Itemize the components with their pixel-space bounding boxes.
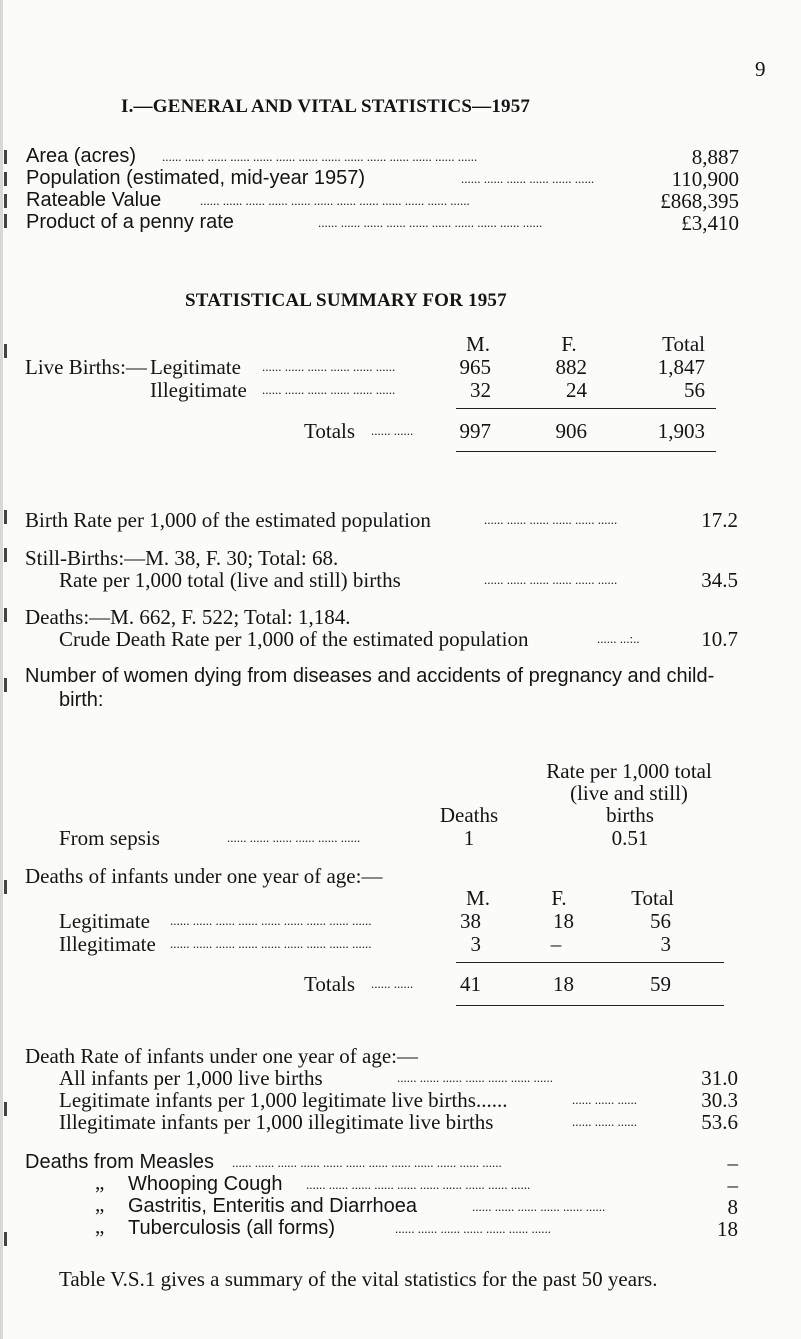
- general-row-value: 110,900: [671, 167, 739, 191]
- cell-total: 1,847: [657, 355, 705, 379]
- margin-mark: [4, 678, 7, 692]
- sepsis-label: From sepsis: [59, 826, 160, 850]
- birth-rate-label: Birth Rate per 1,000 of the estimated population: [25, 508, 431, 532]
- general-row-value: £868,395: [660, 189, 739, 213]
- rate-row-label: All infants per 1,000 live births: [59, 1066, 323, 1090]
- header-total: Total: [631, 886, 674, 910]
- margin-mark: [4, 172, 7, 186]
- cell-m: 965: [459, 355, 491, 379]
- leader-dots: ...... ...... ......: [572, 1092, 637, 1107]
- margin-mark: [4, 194, 7, 208]
- margin-mark: [4, 214, 7, 228]
- cell-total: 56: [650, 909, 671, 933]
- maternal-line: Number of women dying from diseases and accidents of pregnancy and child-: [25, 665, 715, 687]
- general-row-label: Population (estimated, mid-year 1957): [26, 167, 366, 189]
- leader-dots: ...... ...... ...... ...... ...... ...... ...... ...... ......: [170, 936, 372, 951]
- leader-dots: ...... ......: [371, 423, 414, 438]
- births-header: births: [606, 803, 654, 827]
- rate-header: Rate per 1,000 total: [546, 759, 712, 783]
- leader-dots: ...... ...... ...... ...... ...... ......: [461, 171, 595, 186]
- rate-row-value: 30.3: [701, 1088, 738, 1112]
- cause-value: 8: [727, 1195, 738, 1219]
- page-edge: [0, 0, 3, 1339]
- margin-mark: [4, 150, 7, 164]
- rate-row-label: Illegitimate infants per 1,000 illegitimate live births: [59, 1110, 494, 1134]
- leader-dots: ...... ...... ...... ...... ...... ......: [227, 830, 361, 845]
- header-f: F.: [561, 332, 577, 356]
- leader-dots: ...... ...... ...... ...... ...... ...... ...... ...... ...... ......: [306, 1177, 531, 1192]
- cell-total: 56: [684, 378, 705, 402]
- leader-dots: ...... ...... ...... ...... ...... ......: [262, 359, 396, 374]
- totals-label: Totals: [304, 972, 356, 996]
- leader-dots: ...... ...... ...... ...... ...... ...... ...... ...... ...... ...... ...... ......: [232, 1155, 502, 1170]
- cell-m: 997: [459, 419, 491, 443]
- totals-label: Totals: [304, 419, 356, 443]
- margin-mark: [4, 1102, 7, 1116]
- header-m: M.: [466, 886, 490, 910]
- section-title: I.—GENERAL AND VITAL STATISTICS—1957: [121, 96, 531, 117]
- row-label-legitimate: Legitimate: [59, 909, 150, 933]
- leader-dots: ...... ...... ...... ...... ...... ...... ......: [395, 1221, 551, 1236]
- row-label-illegitimate: Illegitimate: [150, 378, 247, 402]
- rate-header: (live and still): [570, 781, 688, 805]
- maternal-line-cont: birth:: [59, 689, 104, 711]
- ditto-mark: „: [95, 1214, 105, 1238]
- leader-dots: ...... ...... ...... ...... ...... ...... ...... ...... ...... ...... ...... ...... ...... ......: [162, 149, 478, 164]
- general-row-value: £3,410: [681, 211, 739, 235]
- margin-mark: [4, 608, 7, 622]
- leader-dots: ...... ...... ...... ...... ...... ......: [484, 512, 618, 527]
- cell-f: 18: [553, 909, 574, 933]
- summary-title: STATISTICAL SUMMARY FOR 1957: [185, 290, 507, 311]
- leader-dots: ...... ...... ......: [572, 1114, 637, 1129]
- page-number: 9: [755, 57, 766, 81]
- totals-rule-top: [456, 408, 716, 409]
- cell-total: 1,903: [657, 419, 705, 443]
- still-births-rate-value: 34.5: [701, 568, 738, 592]
- leader-dots: ...... ...... ...... ...... ...... ......: [262, 382, 396, 397]
- general-row-label: Area (acres): [26, 145, 137, 167]
- deaths-header: Deaths: [439, 803, 499, 827]
- cell-f: 18: [553, 972, 574, 996]
- crude-death-rate-value: 10.7: [701, 627, 738, 651]
- live-births-prefix: Live Births:—: [25, 355, 147, 379]
- margin-mark: [4, 1232, 7, 1246]
- header-total: Total: [662, 332, 705, 356]
- ditto-mark: „: [95, 1192, 105, 1216]
- still-births-rate-label: Rate per 1,000 total (live and still) births: [59, 568, 401, 592]
- cell-m: 41: [460, 972, 481, 996]
- leader-dots: ...... ...... ...... ...... ...... ...... ...... ...... ...... ...... ...... ......: [200, 193, 470, 208]
- ditto-mark: „: [95, 1170, 105, 1194]
- row-label-legitimate: Legitimate: [150, 355, 241, 379]
- cell-f: 24: [566, 378, 587, 402]
- cell-m: 3: [470, 932, 481, 956]
- leader-dots: ...... ...... ...... ...... ...... ......: [484, 572, 618, 587]
- totals-rule-bottom: [456, 451, 716, 452]
- row-label-illegitimate: Illegitimate: [59, 932, 156, 956]
- leader-dots: ...... ...... ...... ...... ...... ......: [472, 1199, 606, 1214]
- cell-f: 882: [555, 355, 587, 379]
- totals-rule-top: [456, 962, 724, 963]
- measles-label: Deaths from Measles: [25, 1151, 214, 1173]
- birth-rate-value: 17.2: [701, 508, 738, 532]
- header-f: F.: [551, 886, 567, 910]
- cell-m: 32: [470, 378, 491, 402]
- rate-row-value: 53.6: [701, 1110, 738, 1134]
- cell-m: 38: [460, 909, 481, 933]
- cell-total: 59: [650, 972, 671, 996]
- rate-row-value: 31.0: [701, 1066, 738, 1090]
- leader-dots: ...... ...... ...... ...... ...... ...... ...... ...... ......: [170, 913, 372, 928]
- sepsis-deaths: 1: [463, 826, 475, 850]
- cause-value: –: [727, 1173, 738, 1197]
- general-row-value: 8,887: [691, 145, 739, 169]
- margin-mark: [4, 880, 7, 894]
- still-births-line: Still-Births:—M. 38, F. 30; Total: 68.: [25, 546, 339, 570]
- footer-note: Table V.S.1 gives a summary of the vital statistics for the past 50 years.: [59, 1267, 658, 1291]
- header-m: M.: [466, 332, 490, 356]
- deaths-line: Deaths:—M. 662, F. 522; Total: 1,184.: [25, 605, 351, 629]
- infant-rates-title: Death Rate of infants under one year of age:—: [25, 1044, 419, 1068]
- sepsis-rate: 0.51: [611, 826, 649, 850]
- leader-dots: ...... ...... ...... ...... ...... ...... ...... ...... ...... ......: [318, 215, 543, 230]
- cause-value: 18: [717, 1217, 738, 1241]
- leader-dots: ...... ...... ...... ...... ...... ...... ......: [397, 1070, 553, 1085]
- measles-value: –: [727, 1151, 738, 1175]
- margin-mark: [4, 548, 7, 562]
- leader-dots: ...... ......: [371, 976, 414, 991]
- rate-row-label: Legitimate infants per 1,000 legitimate live births......: [59, 1088, 508, 1112]
- leader-dots: ...... ...:..: [597, 631, 640, 646]
- general-row-label: Rateable Value: [26, 189, 162, 211]
- cause-label: Whooping Cough: [128, 1173, 283, 1195]
- cause-label: Tuberculosis (all forms): [128, 1217, 336, 1239]
- cause-label: Gastritis, Enteritis and Diarrhoea: [128, 1195, 418, 1217]
- cell-f: –: [550, 932, 562, 956]
- infant-deaths-title: Deaths of infants under one year of age:—: [25, 864, 383, 888]
- margin-mark: [4, 344, 7, 358]
- margin-mark: [4, 510, 7, 524]
- cell-f: 906: [555, 419, 587, 443]
- totals-rule-bottom: [456, 1005, 724, 1006]
- general-row-label: Product of a penny rate: [26, 211, 234, 233]
- crude-death-rate-label: Crude Death Rate per 1,000 of the estimated population: [59, 627, 529, 651]
- cell-total: 3: [660, 932, 671, 956]
